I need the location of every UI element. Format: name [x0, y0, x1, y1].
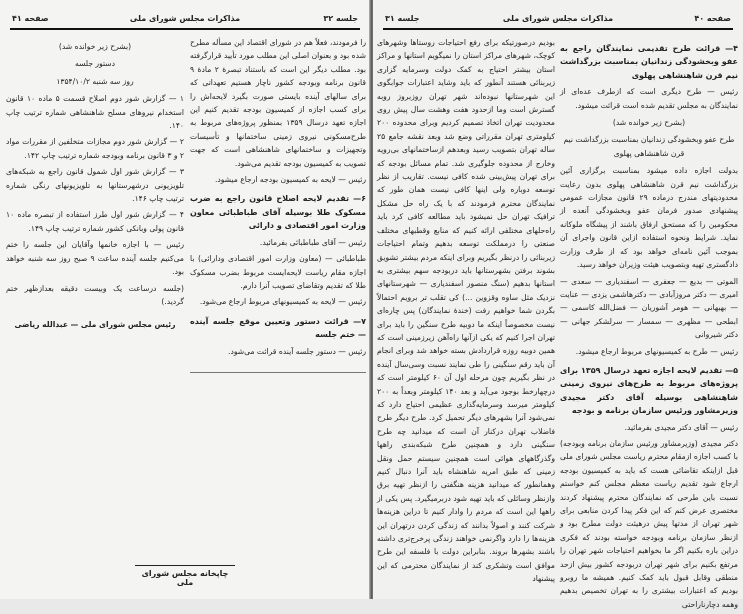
paragraph: رئیس — آقای دکتر مجیدی بفرمائید.	[624, 422, 738, 432]
agenda-heading: ۷— قرائت دستور وتعیین موقع جلسه آینده — ختم جلسه	[190, 316, 366, 340]
paragraph: رئیس — طرح به کمیسیونهای مربوط ارجاع میشود.	[575, 346, 738, 356]
paragraph: ۲ — گزارش شور دوم مجازات متخلفین از مقررات مواد ۲ و ۳ قانون برنامه وبودجه شماره ترتیب چاپ ۱۴۲.	[6, 137, 184, 160]
text-column-left	[6, 36, 184, 335]
session-number: جلسه ۳۲	[323, 14, 358, 23]
agenda-heading: ۵— تقدیم لایحه اجازه تعهد درسال ۱۳۵۹ برای پروژه‌های مربوط به طرح‌های نیروی زمینی شاهنشاهی بوسیله آقای دکتر مجیدی وزیرمشاور ورئیس سازمان برنامه و بودجه	[560, 365, 738, 416]
paragraph: طباطبائی — (معاون وزارت امور اقتصادی ودارائی) با اجازه مقام ریاست لایحه‌ایست مربوط بضرب مسکوک طلا که تقدیم وتقاضای تصویب آنرا دارم.	[190, 254, 366, 290]
paragraph: بدولت اجازه داده میشود بمناسبت برگزاری آئین بزرگداشت نیم قرن شاهنشاهی پهلوی بدون رعایت محدودیتهای مندرج درماده ۲۹ قانون مجازات عمومی پیشنهادی صدور فرمان عفو وبخشودگی آنعده از محکومین را که مستحق ارفاق باشند از پیشگاه ملوکانه نماید. شرایط ونحوه استفاده ازاین قانون واجرای آن بموجب آئین نامه‌ای خواهد بود که از طرف وزارت دادگستری تهیه وبتصویب هیئت وزیران خواهد رسید.	[560, 166, 738, 270]
divider	[190, 372, 366, 373]
paragraph: بودیم درصورتیکه برای رفع احتیاجات روستاها وشهرهای کوچک، شهرهای مراکز استان را نمیگویم استانها و مراکز استان بیشتر احتیاج به کمک دولت وسرمایه گزاری زیربنائی هستند آنطور که باید وشاید اعتبارات جوابگوی این شهرستانها نبوده‌اند شهر تهران روزبروز روبه گسترش است وما ازحدود هفت وهشت سال پیش روی محدودیت تهران اتخاذ تصمیم کردیم وبرای محدوده ۲۰۰ کیلومتری تهران مقرراتی وضع شد وبعد نقشه جامع ۲۵ ساله تهران بتصویب رسید وبعدهم ازساختمانهای بی‌رویه وخارج از محدوده جلوگیری شد. تمام مسائل بودجه که برای تهران پیش‌بینی شده کافی نیست. تقاریب از نظر توسعه دوباره ولی اینها کافی نیست همان طور که نمایندگان محترم فرمودند که با یک راه حل مشکل ترافیک تهران حل نمیشود باید مطالعه کافی کرد باید راه‌حلهای مختلفی ارائه کنیم که منابع وقطبهای مختلف صنعتی را درمملکت توسعه بدهیم وتمام احتیاجات زیربنائی را درنظر بگیریم وبرای اینکه مردم بیشتر تشویق بشوند برفتن بشهرستانها باید دربودجه سهم بیشتری به استانها بدهیم (سنگ منصور اسفندیاری — شهرستانهای نزدیک مثل ساوه وقزوین ...) کی تقلب تر برویم احتمالاً بگردن شما خواهیم رفت (خندهٔ نمایندگان) پس چاره‌ای نیست مخصوصاً اینکه ما دوبیه طرح سنگین را باید برای تهران اجرا کنیم که یکی ازآنها راه‌آهن زیرزمینی است که همین دوبیه روزه قراردادش بسته خواهد شد وبرای انجام آن باید رقم سنگینی را طی نمایند نسبت وسی‌سال آینده در نظر بگیریم چون مرحله اول آن ۶۰ کیلومتر است که درچهارخط بوجود می‌آید و بعد ۱۴۰ کیلومتر وبعداً به ۲۰۰ کیلومتر میرسد وسرمایه‌گذاری عظیمی احتیاج دارد که نمی‌شود آنرا بشهرهای دیگر تحمیل کرد. طرح دیگر طرح فاضلاب تهران درکنار آن است که میدانید چه طرح سنگینی دارد و همچنین طرح شبکه‌بندی راهها وگذرگاههای هوائی است همچنین سیستم حمل ونقل زمینی که طبق امریه شاهنشاه باید آنرا دنبال کنیم وهمانطور که میدانید هزینه هنگفتی را ازنظر تهیه برق وازنظر وسائلی که باید تهیه شود دربرمیگیرد. پس یکی از راهها این است که مردم را وادار کنیم تا دراین هزینه‌ها شرکت کنند و اصولاً بدانند که زندگی کردن درتهران این هزینه‌ها را دارد واگرنمی خواهند زندگی پرخرج‌تری داشته باشند بشهرها بروند. بنابراین دولت با فلسفه این طرح موافق است وتشکری کند از نمایندگان محترمی که این پیشنهاد	[377, 38, 555, 584]
text-column-left	[377, 36, 555, 589]
session-number: جلسه ۳۱	[385, 14, 420, 23]
page-number: صفحه ۴۰	[694, 14, 731, 23]
centered-note: (بشرح زیر خوانده شد)	[612, 118, 686, 128]
header-title: مذاکرات مجلس شورای ملی	[502, 14, 614, 23]
paragraph: رئیس — طرح دیگری است که ازطرف عده‌ای از نمایندگان به مجلس تقدیم شده است قرائت میشود.	[560, 87, 738, 110]
centered-note: طرح عفو وبخشودگی زندانیان بمناسبت بزرگداشت نیم قرن شاهنشاهی پهلوی	[563, 135, 735, 158]
paragraph: ۱ — گزارش شور دوم اصلاح قسمت ۵ ماده ۱۰ قانون استخدام نیروهای مسلح شاهنشاهی شماره ترتیب چاپ ۱۴۰.	[6, 94, 184, 131]
paragraph: رئیس — با اجازه خانمها وآقایان این جلسه را ختم می‌کنیم جلسه آینده ساعت ۹ صبح روز سه شنبه خواهد بود.	[6, 240, 184, 277]
paragraph: ۳ — گزارش شور اول شمول قانون راجع به شبکه‌های تلویزیونی درشهرستانها به تلویزیونهای رنگی شماره ترتیب چاپ ۱۴۶.	[6, 167, 184, 204]
right-page	[373, 0, 743, 609]
paragraph: رئیس — دستور جلسه آینده قرائت می‌شود.	[228, 346, 366, 356]
agenda-heading: ۴— قرائت طرح تقدیمی نمایندگان راجع به عفو وبخشودگی زندانیان بمناسبت بزرگداشت نیم قرن شاهنشاهی پهلوی	[560, 44, 738, 80]
printer-footer: چاپخانه مجلس شورای ملی	[135, 565, 235, 587]
agenda-heading: ۶— تقدیم لایحه اصلاح قانون راجع به ضرب مسکوک طلا بوسیله آقای طباطبائی معاون وزارت امور اقتصادی و دارائی	[190, 194, 366, 231]
paragraph: رئیس — آقای طباطبائی بفرمائید.	[259, 237, 366, 247]
text-column-right	[190, 36, 366, 361]
paragraph: رئیس — لایحه به کمیسیونهای مربوط ارجاع می‌شود.	[199, 297, 366, 307]
centered-note: دستور جلسه	[74, 59, 116, 69]
centered-note: روز سه شنبه ۱۳۵۴/۱۰/۲	[56, 76, 134, 86]
paragraph: دکتر مجیدی (وزیرمشاور ورئیس سازمان برنامه وبودجه) با کسب اجازه ازمقام محترم ریاست مجلس شورای ملی قبل ازاینکه تقاضائی هست که باید به کمیسیون بودجه ارجاع شود تقدیم ریاست معظم مجلس کنم خواستم نسبت باین طرحی که نمایندگان محترم پیشنهاد کردند مختصری عرض کنم که این فکر پیدا کردن منابعی برای شهر تهران از مدتها پیش درهیئت دولت مطرح بود و ازنظر سازمان برنامه وبودجه خواسته بودند که فکری دراین باره بکنیم اگر ما بخواهیم احتیاجات شهر تهران را مرتفع بکنیم برای شهر تهران دربودجه کشور بیش ازحد منطقی وقابل قبول باید کمک کنیم. همیشه ما روبرو بودیم که اعتبارات بیشتری را به تهران تخصیص بدهیم وهمه دچارناراحتی	[560, 438, 738, 609]
paragraph: رئیس — لایحه به کمیسیون بودجه ارجاع میشود.	[214, 175, 366, 185]
paragraph: الموتی — بدیع — جعفری — اسفندیاری — سعدی — امیری — دکتر مروزآبادی — دکترهاشمی یزدی — عنایت — بهبهانی — هومر آشوریان — فضل‌الله کاسمی — ابطحی — مظهری — سمسار — سرلشکر جهانی — دکتر شیروانی	[560, 276, 738, 340]
signature: رئیس مجلس شورای ملی — عبدالله ریاضی	[14, 320, 176, 330]
paragraph: ۴ — گزارش شور اول طرز استفاده از تبصره ماده ۱۰ قانون پولی وبانکی کشور شماره ترتیب چاپ ۱۴۹.	[6, 210, 184, 233]
paragraph: (جلسه درساعت یک وبیست دقیقه بعدازظهر ختم گردید.)	[6, 283, 184, 306]
left-page	[0, 0, 370, 599]
text-column-right	[560, 36, 738, 614]
centered-note: (بشرح زیر خوانده شد)	[58, 42, 132, 51]
page-number: صفحه ۴۱	[12, 14, 49, 23]
paragraph: را فرمودند، فعلاً هم در شورای اقتصاد این مسأله مطرح شده بود و بعنوان اصلی این مطلب مورد تأیید قرارگرفته بود. مطلب دیگر این است که باستناد تبصرهٔ ۲ مادهٔ ۹ قانون برنامه وبودجه کشور ناچار هستیم تعهداتی که برای سالهای آینده بایستی صورت بگیرد لایحه‌اش را برای کسب اجازه از کمیسیون بودجه تقدیم کنیم این اجازه تعهد درسال ۱۳۵۹ بمنظور پروژه‌های مربوط به طرح‌مسکونی نیروی زمینی ساختمانها و تأسیسات وتجهیزات و ساختمانهای شاهنشاهی است که جهت تصویب به کمیسیون بودجه تقدیم می‌شود.	[190, 38, 367, 168]
page-header	[10, 10, 360, 30]
header-title: مذاکرات مجلس شورای ملی	[129, 14, 241, 23]
page-header	[383, 10, 733, 30]
